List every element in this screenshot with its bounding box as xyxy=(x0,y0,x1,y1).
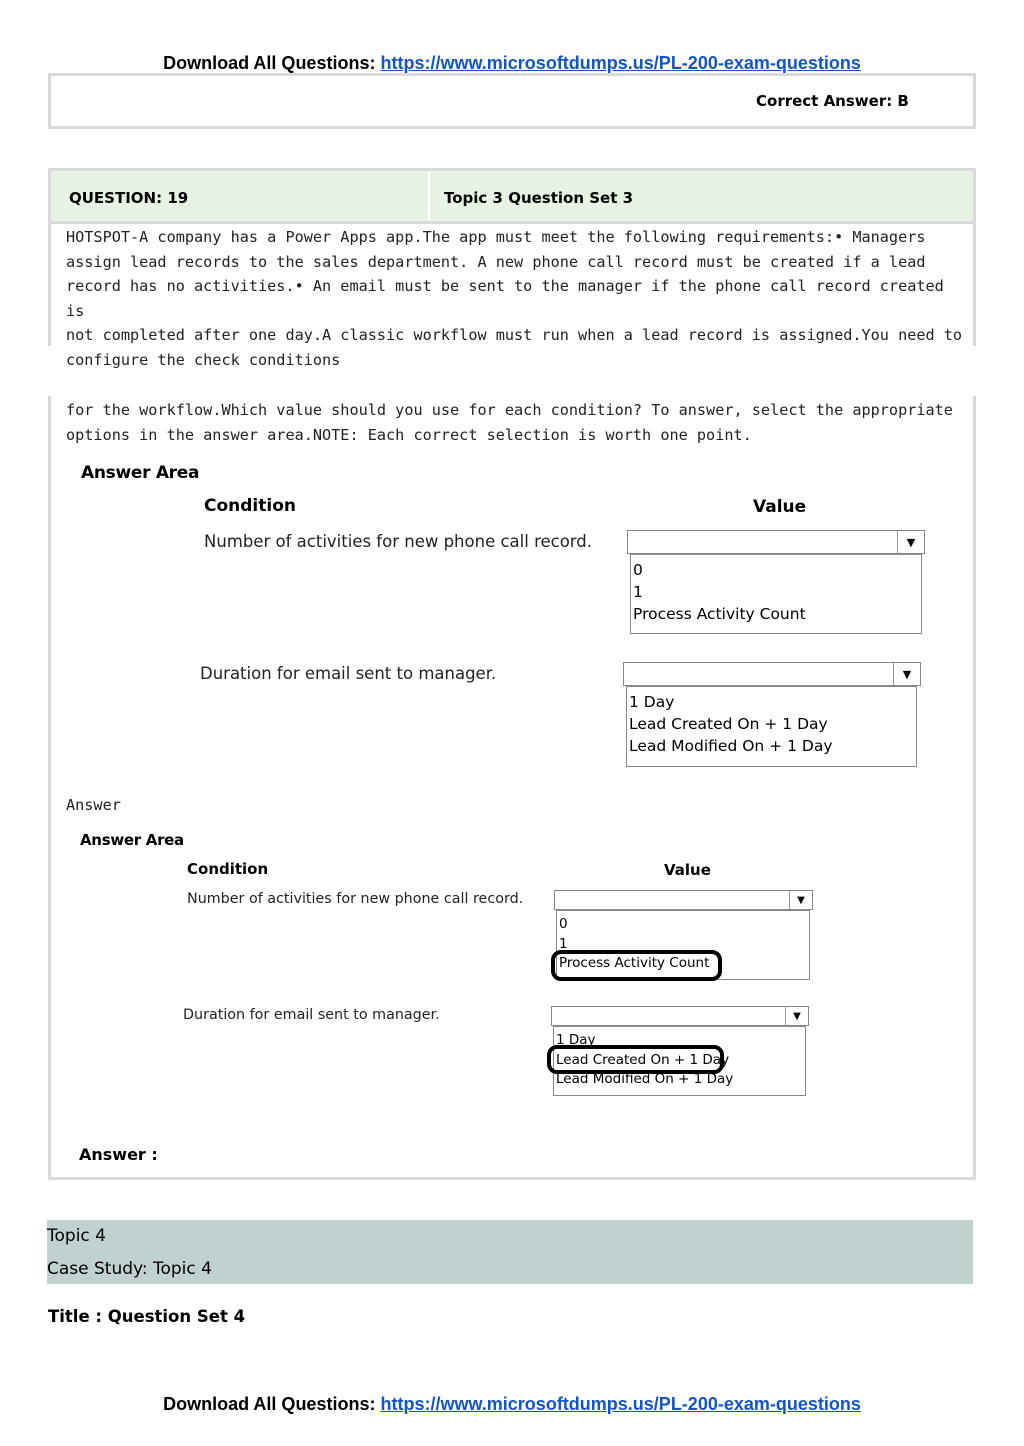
question-text-part1 xyxy=(66,225,971,372)
download-link[interactable]: https://www.microsoftdumps.us/PL-200-exam-questions xyxy=(380,53,861,73)
option-item: Lead Modified On + 1 Day xyxy=(556,1071,734,1087)
option-item[interactable]: 0 xyxy=(633,561,643,579)
text-line: options in the answer area.NOTE: Each correct selection is worth one point. xyxy=(66,425,752,444)
text-line: HOTSPOT-A company has a Power Apps app.The app must meet the following requirements:• Managers xyxy=(66,228,926,246)
option-item: 1 xyxy=(559,935,568,952)
answer-area-title: Answer Area xyxy=(81,463,200,483)
condition-1-label-2: Number of activities for new phone call record. xyxy=(187,891,524,907)
download-header xyxy=(0,53,1024,74)
section-title: Title : Question Set 4 xyxy=(48,1307,246,1326)
option-item-selected: Lead Created On + 1 Day xyxy=(556,1051,730,1068)
condition-2-dropdown[interactable] xyxy=(623,662,921,686)
download-link[interactable]: https://www.microsoftdumps.us/PL-200-exam-questions xyxy=(380,1394,861,1414)
download-footer xyxy=(0,1394,1024,1415)
question-number: QUESTION: 19 xyxy=(69,189,189,207)
condition-header: Condition xyxy=(204,496,296,516)
chevron-down-icon[interactable]: ▼ xyxy=(893,663,920,685)
condition-1-dropdown-2[interactable] xyxy=(554,890,813,910)
option-item[interactable]: 1 xyxy=(633,583,643,601)
value-header-2: Value xyxy=(664,861,711,879)
text-line: assign lead records to the sales department. A new phone call record must be created if a lead xyxy=(66,252,926,271)
option-item-selected: Process Activity Count xyxy=(559,955,710,971)
left-border-1 xyxy=(48,224,51,346)
download-label: Download All Questions: xyxy=(163,53,376,73)
chevron-down-icon[interactable]: ▼ xyxy=(785,1007,808,1025)
previous-answer-box xyxy=(48,73,976,129)
question-text-part2 xyxy=(66,398,971,447)
download-label: Download All Questions: xyxy=(163,1394,376,1414)
header-divider xyxy=(428,171,430,221)
option-item: 0 xyxy=(559,916,568,932)
answer-colon-label: Answer : xyxy=(79,1145,158,1164)
text-line: for the workflow.Which value should you use for each condition? To answer, select the appropriate xyxy=(66,401,953,419)
condition-1-dropdown[interactable] xyxy=(627,530,925,554)
answer-label: Answer xyxy=(66,796,121,814)
option-item[interactable]: Lead Modified On + 1 Day xyxy=(629,737,833,755)
option-item: 1 Day xyxy=(556,1032,596,1048)
answer-area-title-2: Answer Area xyxy=(80,831,184,849)
condition-2-dropdown-2[interactable] xyxy=(551,1006,809,1026)
condition-header-2: Condition xyxy=(187,860,269,878)
selected-answer-highlight xyxy=(551,950,722,981)
right-border-1 xyxy=(973,224,976,346)
option-item[interactable]: Process Activity Count xyxy=(633,605,806,623)
option-item[interactable]: Lead Created On + 1 Day xyxy=(629,715,828,733)
condition-2-label-2: Duration for email sent to manager. xyxy=(183,1007,440,1023)
value-header: Value xyxy=(753,497,807,517)
topic-bar xyxy=(47,1220,973,1284)
question-header xyxy=(48,168,976,224)
question-body-box xyxy=(48,396,976,1180)
case-study-title: Case Study: Topic 4 xyxy=(47,1259,212,1279)
selected-answer-highlight xyxy=(547,1045,724,1074)
option-item[interactable]: 1 Day xyxy=(629,693,675,711)
condition-1-options xyxy=(630,554,922,634)
condition-2-options xyxy=(626,686,917,767)
chevron-down-icon[interactable]: ▼ xyxy=(897,531,924,553)
condition-2-label: Duration for email sent to manager. xyxy=(200,664,497,683)
text-line: not completed after one day.A classic workflow must run when a lead record is assigned.You need to xyxy=(66,326,963,344)
text-line: record has no activities.• An email must be sent to the manager if the phone call record created is xyxy=(66,277,944,320)
topic-title: Topic 4 xyxy=(47,1226,106,1246)
correct-answer: Correct Answer: B xyxy=(756,92,909,110)
chevron-down-icon[interactable]: ▼ xyxy=(789,891,812,909)
text-line: configure the check conditions xyxy=(66,350,341,369)
condition-1-label: Number of activities for new phone call record. xyxy=(204,532,593,551)
question-topic: Topic 3 Question Set 3 xyxy=(444,189,634,207)
